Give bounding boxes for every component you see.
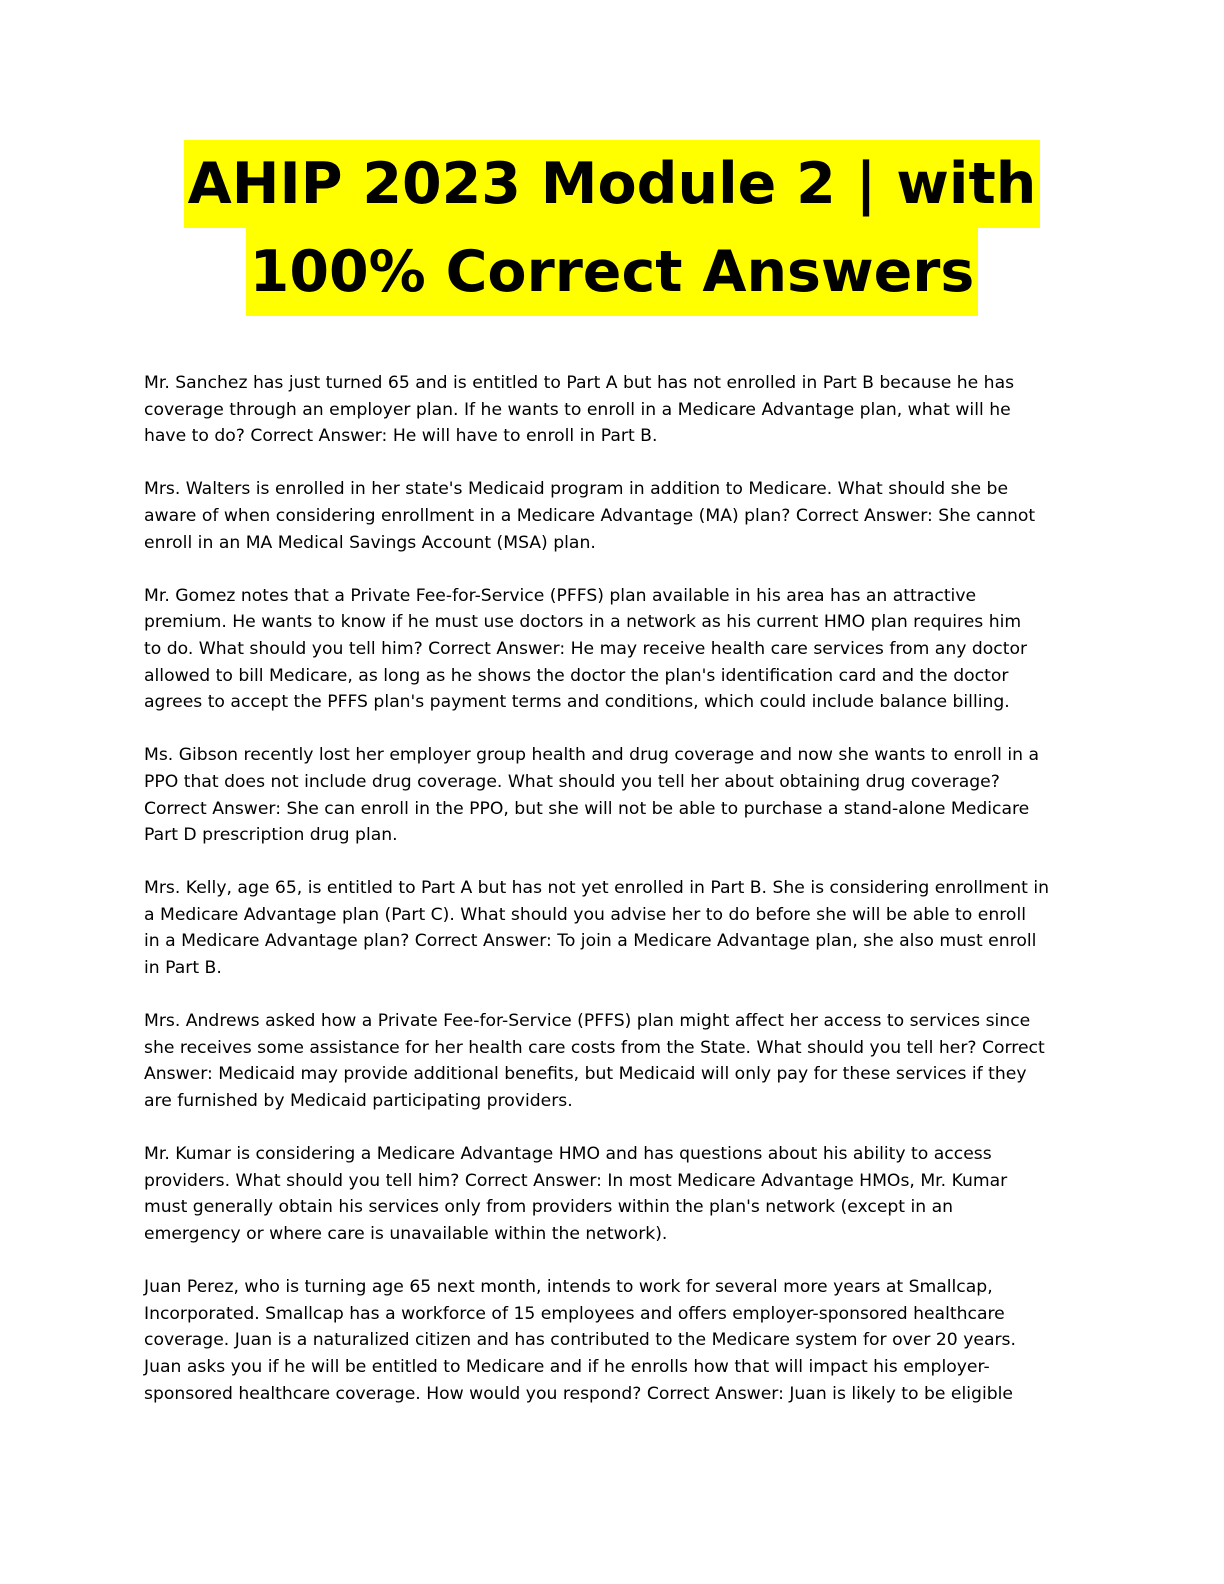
- qa-line: in Part B.: [144, 958, 222, 979]
- qa-line: Mr. Gomez notes that a Private Fee-for-Service (PFFS) plan available in his area has an attractive: [144, 585, 977, 606]
- qa-line: PPO that does not include drug coverage. What should you tell her about obtaining drug coverage?: [144, 771, 1000, 792]
- qa-line: have to do? Correct Answer: He will have to enroll in Part B.: [144, 426, 658, 447]
- qa-line: Answer: Medicaid may provide additional benefits, but Medicaid will only pay for these services if they: [144, 1064, 1027, 1085]
- qa-item: [144, 1274, 1080, 1407]
- qa-line: to do. What should you tell him? Correct Answer: He may receive health care services from any doctor: [144, 638, 1028, 659]
- qa-line: Mr. Sanchez has just turned 65 and is entitled to Part A but has not enrolled in Part B because he has: [144, 373, 1015, 393]
- title-line-2: 100% Correct Answers: [246, 228, 979, 316]
- qa-line: providers. What should you tell him? Correct Answer: In most Medicare Advantage HMOs, Mr. Kumar: [144, 1170, 1008, 1191]
- qa-line: premium. He wants to know if he must use doctors in a network as his current HMO plan requires him: [144, 612, 1022, 633]
- qa-line: Correct Answer: She can enroll in the PPO, but she will not be able to purchase a stand-alone Medicare: [144, 798, 1030, 819]
- qa-line: emergency or where care is unavailable within the network).: [144, 1224, 668, 1244]
- qa-list: [144, 370, 1080, 1434]
- qa-item: [144, 1141, 1080, 1247]
- qa-line: coverage. Juan is a naturalized citizen and has contributed to the Medicare system for over 20 years.: [144, 1330, 1016, 1351]
- qa-line: are furnished by Medicaid participating providers.: [144, 1091, 573, 1112]
- qa-line: Mrs. Kelly, age 65, is entitled to Part A but has not yet enrolled in Part B. She is considering enrollment in: [144, 878, 1050, 899]
- qa-line: in a Medicare Advantage plan? Correct Answer: To join a Medicare Advantage plan, she also must enroll: [144, 931, 1037, 952]
- qa-line: Mrs. Walters is enrolled in her state's Medicaid program in addition to Medicare. What should she be: [144, 479, 1009, 500]
- qa-line: sponsored healthcare coverage. How would you respond? Correct Answer: Juan is likely to be eligible: [144, 1383, 1013, 1404]
- qa-line: Incorporated. Smallcap has a workforce of 15 employees and offers employer-sponsored healthcare: [144, 1303, 1005, 1324]
- qa-item: [144, 476, 1080, 556]
- qa-line: Mr. Kumar is considering a Medicare Advantage HMO and has questions about his ability to access: [144, 1144, 992, 1165]
- title-line-1: AHIP 2023 Module 2 | with: [184, 140, 1041, 228]
- qa-item: [144, 875, 1080, 981]
- qa-line: agrees to accept the PFFS plan's payment terms and conditions, which could include balance billing.: [144, 692, 1010, 713]
- qa-line: aware of when considering enrollment in a Medicare Advantage (MA) plan? Correct Answer: She cannot: [144, 505, 1036, 526]
- qa-line: Mrs. Andrews asked how a Private Fee-for-Service (PFFS) plan might affect her access to services since: [144, 1011, 1031, 1032]
- qa-line: a Medicare Advantage plan (Part C). What should you advise her to do before she will be able to enroll: [144, 904, 1026, 925]
- qa-line: allowed to bill Medicare, as long as he shows the doctor the plan's identification card and the doctor: [144, 665, 1009, 686]
- qa-line: must generally obtain his services only from providers within the plan's network (except in an: [144, 1197, 954, 1218]
- qa-line: Ms. Gibson recently lost her employer group health and drug coverage and now she wants to enroll in a: [144, 745, 1039, 766]
- document-title: [0, 140, 1224, 316]
- qa-line: Juan Perez, who is turning age 65 next month, intends to work for several more years at Smallcap,: [144, 1277, 993, 1298]
- qa-line: she receives some assistance for her health care costs from the State. What should you tell her? Correct: [144, 1037, 1045, 1058]
- qa-line: coverage through an employer plan. If he wants to enroll in a Medicare Advantage plan, what will he: [144, 399, 1011, 420]
- qa-item: [144, 583, 1080, 716]
- qa-line: Juan asks you if he will be entitled to Medicare and if he enrolls how that will impact his employer-: [144, 1356, 990, 1377]
- qa-item: [144, 742, 1080, 848]
- qa-item: [144, 370, 1080, 450]
- qa-line: Part D prescription drug plan.: [144, 825, 398, 846]
- qa-line: enroll in an MA Medical Savings Account (MSA) plan.: [144, 532, 596, 553]
- qa-item: [144, 1008, 1080, 1114]
